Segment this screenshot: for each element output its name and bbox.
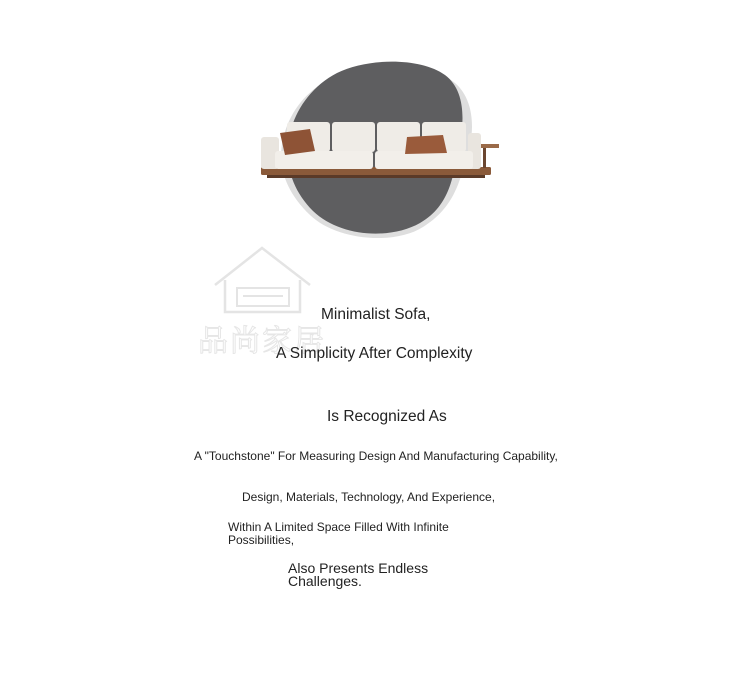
throw-pillow-left (280, 129, 315, 155)
headline-line-2: A Simplicity After Complexity (276, 345, 473, 362)
body-line-5: Design, Materials, Technology, And Experience, (242, 490, 496, 504)
body-line-6: Within A Limited Space Filled With Infinite Possibilities, (228, 520, 449, 547)
headline-line-1: Minimalist Sofa, (321, 306, 431, 323)
throw-pillow-right (405, 135, 447, 154)
seat-cushion-right (375, 151, 473, 169)
body-line-7: Also Presents Endless Challenges. (288, 560, 429, 589)
body-line-3: Is Recognized As (327, 408, 447, 425)
sofa-product-image (255, 55, 505, 245)
body-line-4: A "Touchstone" For Measuring Design And Manufacturing Capability, (194, 449, 558, 463)
back-cushion-2 (332, 122, 375, 152)
watermark-brand-text: 品尚家居 (198, 324, 326, 359)
